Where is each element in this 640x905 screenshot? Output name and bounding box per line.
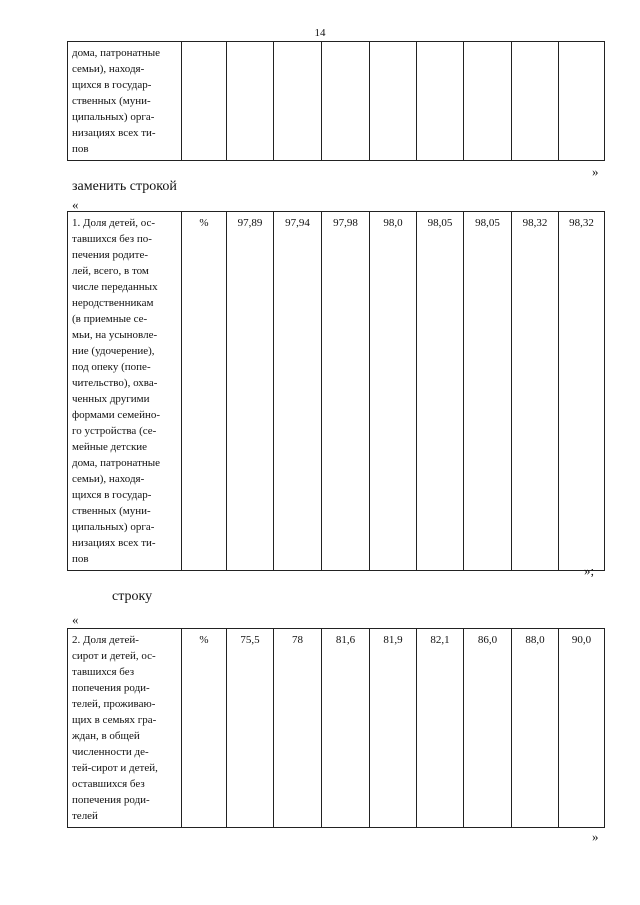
row-instruction: строку (112, 589, 153, 604)
value-cell: 98,32 (559, 212, 605, 571)
closing-quote: » (592, 164, 599, 179)
value-cell: 81,6 (322, 629, 370, 828)
value-cell: 86,0 (464, 629, 512, 828)
table-row (68, 212, 605, 571)
closing-quote: »; (584, 563, 595, 578)
unit-cell: % (182, 629, 227, 828)
value-cell: 81,9 (370, 629, 417, 828)
replace-instruction: заменить строкой (72, 179, 177, 194)
value-cell: 97,89 (227, 212, 274, 571)
value-cell (274, 42, 322, 161)
table-row (68, 629, 605, 828)
value-cell: 97,98 (322, 212, 370, 571)
table-continuation (67, 41, 605, 161)
value-cell (464, 42, 512, 161)
value-cell: 82,1 (417, 629, 464, 828)
value-cell: 98,32 (512, 212, 559, 571)
opening-quote: « (72, 612, 79, 627)
value-cell: 88,0 (512, 629, 559, 828)
value-cell: 78 (274, 629, 322, 828)
value-cell: 98,05 (417, 212, 464, 571)
table-indicator-2 (67, 628, 605, 828)
unit-cell: % (182, 212, 227, 571)
closing-quote: » (592, 829, 599, 844)
value-cell: 97,94 (274, 212, 322, 571)
value-cell: 90,0 (559, 629, 605, 828)
value-cell: 75,5 (227, 629, 274, 828)
value-cell (370, 42, 417, 161)
value-cell (559, 42, 605, 161)
opening-quote: « (72, 197, 79, 212)
value-cell: 98,0 (370, 212, 417, 571)
unit-cell (182, 42, 227, 161)
value-cell (322, 42, 370, 161)
row-label: 2. Доля детей- сирот и детей, ос- тавшихся без попечения роди- телей, проживаю- щих в семьях гра- ждан, в общей численности де- тей-сирот и детей, оставшихся без попечения роди- телей (68, 629, 182, 828)
value-cell (417, 42, 464, 161)
row-label: дома, патронатные семьи), находя- щихся в государ- ственных (муни- ципальных) орга- низациях всех ти- пов (68, 42, 182, 161)
value-cell (512, 42, 559, 161)
page-number: 14 (314, 27, 326, 39)
table-row (68, 42, 605, 161)
table-indicator-1 (67, 211, 605, 571)
value-cell (227, 42, 274, 161)
value-cell: 98,05 (464, 212, 512, 571)
row-label: 1. Доля детей, ос- тавшихся без по- печения родите- лей, всего, в том числе переданных неродственникам (в приемные се- мьи, на усыновле- ние (удочерение), под опеку (попе- чительство), охва- ченных другими формами семейно- го устройства (се- мейные детские дома, патронатные семьи), находя- щихся в государ- ственных (муни- ципальных) орга- низациях всех ти- пов (68, 212, 182, 571)
